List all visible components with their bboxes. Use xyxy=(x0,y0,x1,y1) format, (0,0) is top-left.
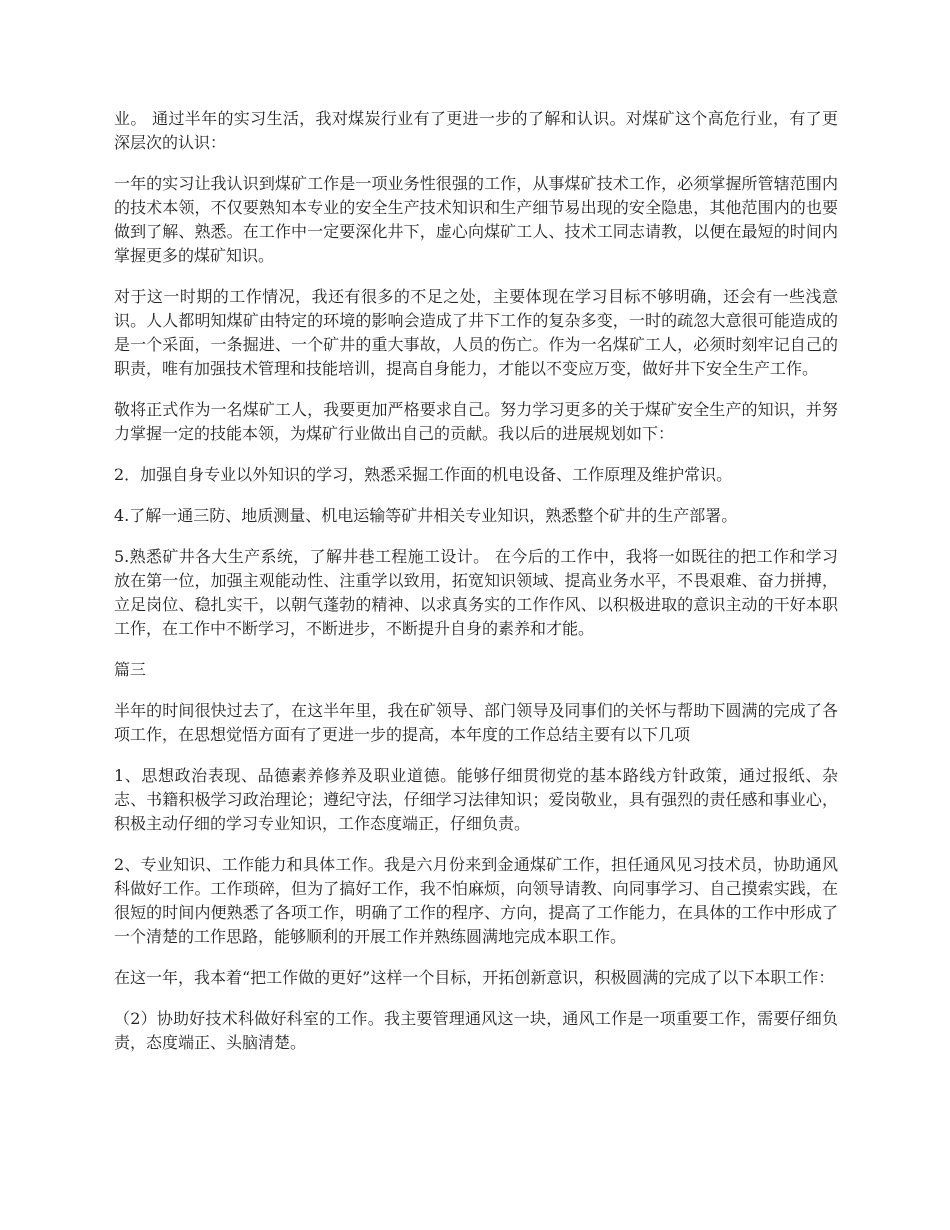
document-body xyxy=(114,107,838,1072)
paragraph-5: 2．加强自身专业以外知识的学习，熟悉采掘工作面的机电设备、工作原理及维护常识。 xyxy=(114,465,733,484)
paragraph-1: 业。 通过半年的实习生活，我对煤炭行业有了更进一步的了解和认识。对煤矿这个高危行业，有了更深层次的认识： xyxy=(114,109,838,152)
section-heading: 篇三 xyxy=(114,660,147,679)
paragraph-10: 1、思想政治表现、品德素养修养及职业道德。能够仔细贯彻党的基本路线方针政策，通过报纸、杂志、书籍积极学习政治理论；遵纪守法，仔细学习法律知识；爱岗敬业，具有强烈的责任感和事业心，积极主动仔细的学习专业知识，工作态度端正，仔细负责。 xyxy=(114,766,838,833)
paragraph-6: 4.了解一通三防、地质测量、机电运输等矿井相关专业知识，熟悉整个矿井的生产部署。 xyxy=(114,506,738,525)
paragraph-9: 半年的时间很快过去了，在这半年里，我在矿领导、部门领导及同事们的关怀与帮助下圆满的完成了各项工作，在思想觉悟方面有了更进一步的提高，本年度的工作总结主要有以下几项 xyxy=(114,701,838,744)
paragraph-13: （2）协助好技术科做好科室的工作。我主要管理通风这一块，通风工作是一项重要工作，需要仔细负责，态度端正、头脑清楚。 xyxy=(114,1009,838,1052)
paragraph-3: 对于这一时期的工作情况，我还有很多的不足之处，主要体现在学习目标不够明确，还会有一些浅意识。人人都明知煤矿由特定的环境的影响会造成了井下工作的复杂多变，一时的疏忽大意很可能造成的是一个采面，一条掘进、一个矿井的重大事故，人员的伤亡。作为一名煤矿工人，必须时刻牢记自己的职责，唯有加强技术管理和技能培训，提高自身能力，才能以不变应万变，做好井下安全生产工作。 xyxy=(114,287,838,378)
paragraph-7: 5.熟悉矿井各大生产系统，了解井巷工程施工设计。 在今后的工作中，我将一如既往的把工作和学习放在第一位，加强主观能动性、注重学以致用，拓宽知识领域、提高业务水平，不畏艰难、奋力拼搏，立足岗位、稳扎实干，以朝气蓬勃的精神、以求真务实的工作作风、以积极进取的意识主动的干好本职工作，在工作中不断学习，不断进步，不断提升自身的素养和才能。 xyxy=(114,547,838,638)
paragraph-11: 2、专业知识、工作能力和具体工作。我是六月份来到金通煤矿工作，担任通风见习技术员，协助通风科做好工作。工作琐碎，但为了搞好工作，我不怕麻烦，向领导请教、向同事学习、自己摸索实践，在很短的时间内便熟悉了各项工作，明确了工作的程序、方向，提高了工作能力，在具体的工作中形成了一个清楚的工作思路，能够顺利的开展工作并熟练圆满地完成本职工作。 xyxy=(114,855,838,946)
paragraph-2: 一年的实习让我认识到煤矿工作是一项业务性很强的工作，从事煤矿技术工作，必须掌握所管辖范围内的技术本领，不仅要熟知本专业的安全生产技术知识和生产细节易出现的安全隐患，其他范围内的也要做到了解、熟悉。在工作中一定要深化井下，虚心向煤矿工人、技术工同志请教，以便在最短的时间内掌握更多的煤矿知识。 xyxy=(114,174,838,265)
paragraph-12: 在这一年，我本着“把工作做的更好”这样一个目标，开拓创新意识，积极圆满的完成了以下本职工作： xyxy=(114,968,835,987)
paragraph-4: 敬将正式作为一名煤矿工人，我要更加严格要求自己。努力学习更多的关于煤矿安全生产的知识，并努力掌握一定的技能本领，为煤矿行业做出自己的贡献。我以后的进展规划如下： xyxy=(114,400,838,443)
